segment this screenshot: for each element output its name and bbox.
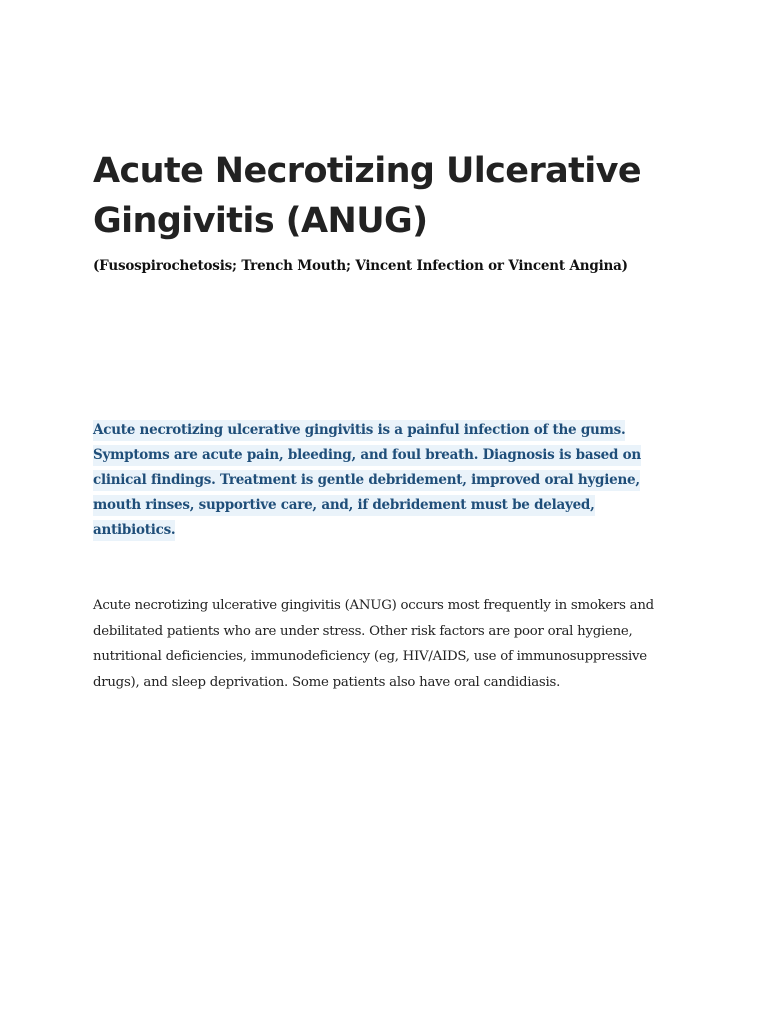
summary-block	[93, 418, 678, 543]
synonyms-subtitle: (Fusospirochetosis; Trench Mouth; Vincent Infection or Vincent Angina)	[93, 258, 628, 274]
body-paragraph: Acute necrotizing ulcerative gingivitis (ANUG) occurs most frequently in smokers and debilitated patients who are under stress. Other risk factors are poor oral hygiene, nutritional deficiencies, immunodeficiency (eg, HIV/AIDS, use of immunosuppressive drugs), and sleep deprivation. Some patients also have oral candidiasis.	[93, 598, 654, 690]
summary-text: Acute necrotizing ulcerative gingivitis is a painful infection of the gums. Symptoms are acute pain, bleeding, and foul breath. Diagnosis is based on clinical findings. Treatment is gentle debridement, improved oral hygiene, mouth rinses, supportive care, and, if debridement must be delayed, antibiotics.	[93, 420, 641, 541]
page-title: Acute Necrotizing Ulcerative Gingivitis (ANUG)	[93, 151, 642, 241]
